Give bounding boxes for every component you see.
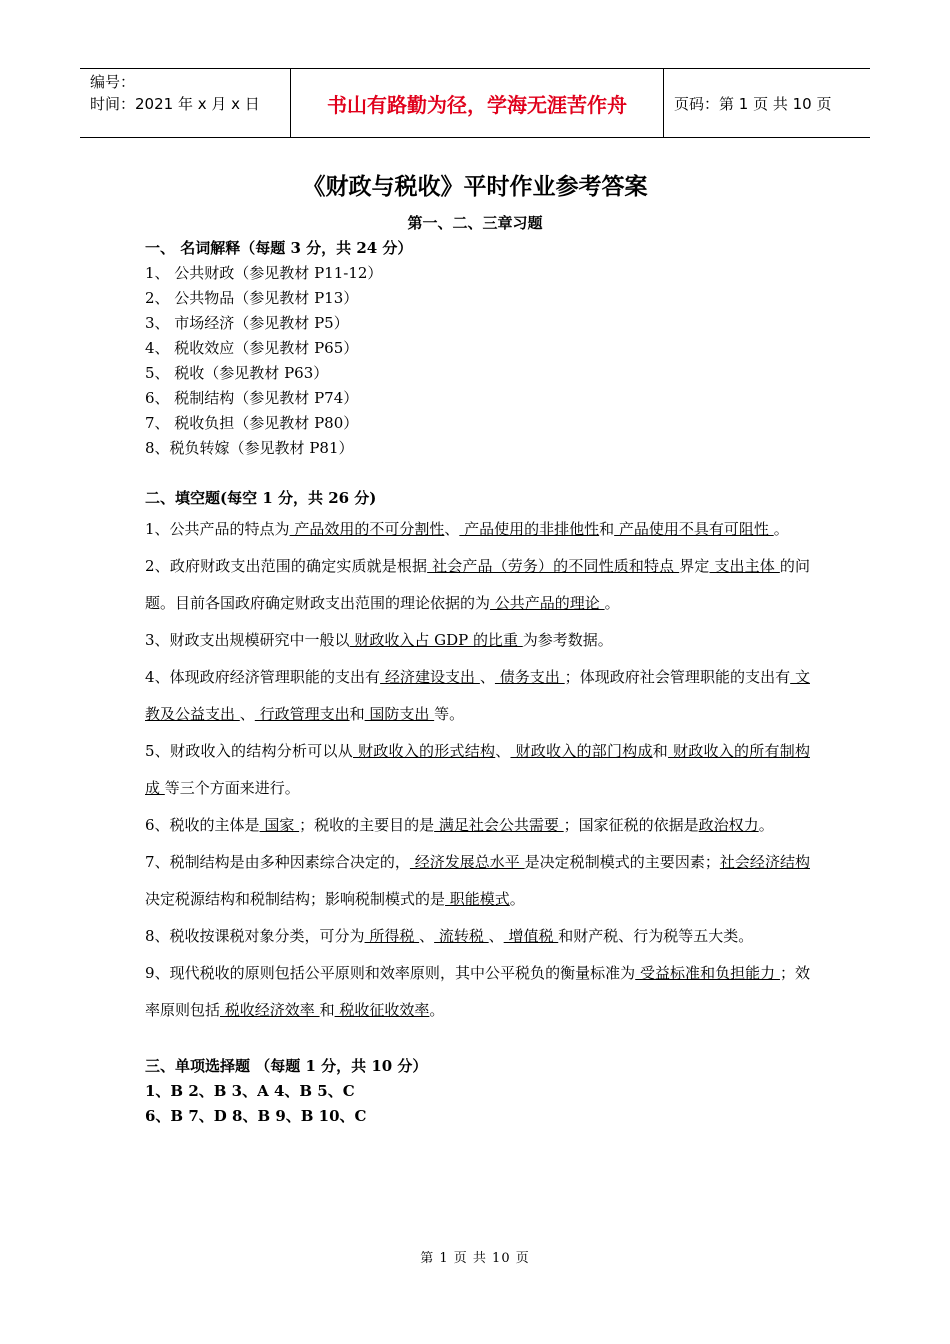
- answer-blank: 产品使用的非排他性: [459, 520, 600, 538]
- fill-question-4: 4、体现政府经济管理职能的支出有 经济建设支出 、 债务支出 ；体现政府社会管理职能的支出有 文教及公益支出 、 行政管理支出和 国防支出 等。: [145, 668, 810, 723]
- answer-blank: 经济发展总水平: [409, 853, 525, 871]
- answer-line: 6、B 7、D 8、B 9、B 10、C: [145, 1107, 367, 1125]
- answer-line: 1、B 2、B 3、A 4、B 5、C: [145, 1082, 355, 1100]
- answer-blank: 经济建设支出: [380, 668, 480, 686]
- header-motto: 书山有路勤为径，学海无涯苦作舟: [290, 69, 664, 137]
- fill-question-7: 7、税制结构是由多种因素综合决定的， 经济发展总水平 是决定税制模式的主要因素；社会经济结构 决定税源结构和税制结构；影响税制模式的是 职能模式。: [145, 853, 810, 908]
- fill-question-1: 1、公共产品的特点为 产品效用的不可分割性、 产品使用的非排他性和 产品使用不具有可阻性 。: [145, 520, 789, 538]
- section3-heading: 三、单项选择题 （每题 1 分，共 10 分）: [145, 1057, 428, 1075]
- page-title: 《财政与税收》平时作业参考答案: [302, 173, 648, 200]
- answer-blank: 政治权力: [698, 816, 759, 834]
- answer-blank: 国防支出: [364, 705, 435, 723]
- answer-blank: 社会产品（劳务）的不同性质和特点: [427, 557, 680, 575]
- term-item: 7、 税收负担（参见教材 P80）: [145, 414, 359, 432]
- answer-blank: 流转税: [434, 927, 489, 945]
- fill-question-2: 2、政府财政支出范围的确定实质就是根据 社会产品（劳务）的不同性质和特点 界定 支出主体 的问题。目前各国政府确定财政支出范围的理论依据的为 公共产品的理论 。: [145, 557, 810, 612]
- header-meta: [80, 69, 290, 137]
- document-body: [145, 236, 810, 1129]
- answer-blank: 财政收入的所有制构成: [145, 742, 810, 797]
- term-item: 4、 税收效应（参见教材 P65）: [145, 339, 359, 357]
- answer-blank: 财政收入占 GDP 的比重: [349, 631, 523, 649]
- term-item: 6、 税制结构（参见教材 P74）: [145, 389, 359, 407]
- term-item: 5、 税收（参见教材 P63）: [145, 364, 329, 382]
- fill-question-8: 8、税收按课税对象分类，可分为 所得税 、 流转税 、 增值税 和财产税、行为税等五大类。: [145, 927, 754, 945]
- header-page-info: 页码：第 1 页 共 10 页: [674, 94, 832, 113]
- answer-blank: 公共产品的理论: [490, 594, 605, 612]
- answer-blank: 增值税: [503, 927, 559, 945]
- answer-blank: 行政管理支出: [254, 705, 350, 723]
- answer-blank: 产品使用不具有可阻性: [614, 520, 774, 538]
- fill-question-6: 6、税收的主体是 国家 ；税收的主要目的是 满足社会公共需要 ；国家征税的依据是政治权力。: [145, 816, 774, 834]
- answer-blank: 国家: [259, 816, 300, 834]
- answer-blank: 所得税: [364, 927, 420, 945]
- section1-heading: 一、 名词解释（每题 3 分，共 24 分）: [145, 239, 413, 257]
- number-label: 编号：: [90, 73, 136, 91]
- answer-blank: 职能模式: [445, 890, 510, 908]
- answer-blank: 税收征收效率: [334, 1001, 430, 1019]
- time-label: 时间：2021 年 x 月 x 日: [90, 95, 260, 113]
- page-footer: 第 1 页 共 10 页: [420, 1251, 530, 1266]
- answer-blank: 产品效用的不可分割性: [289, 520, 445, 538]
- fill-question-5: 5、财政收入的结构分析可以从 财政收入的形式结构、 财政收入的部门构成和 财政收入的所有制构成 等三个方面来进行。: [145, 742, 810, 797]
- answer-blank: 债务支出: [494, 668, 565, 686]
- answer-blank: 财政收入的形式结构: [353, 742, 496, 760]
- term-item: 3、 市场经济（参见教材 P5）: [145, 314, 349, 332]
- term-item: 8、税负转嫁（参见教材 P81）: [145, 439, 354, 457]
- answer-blank: 财政收入的部门构成: [510, 742, 653, 760]
- answer-blank: 满足社会公共需要: [434, 816, 564, 834]
- page-header: [80, 68, 870, 138]
- fill-question-3: 3、财政支出规模研究中一般以 财政收入占 GDP 的比重 为参考数据。: [145, 631, 613, 649]
- answer-blank: 受益标准和负担能力: [635, 964, 780, 982]
- term-item: 1、 公共财政（参见教材 P11-12）: [145, 264, 383, 282]
- answer-blank: 社会经济结构: [719, 853, 810, 871]
- section2-heading: 二、填空题(每空 1 分，共 26 分): [145, 489, 377, 507]
- answer-blank: 文教及公益支出: [145, 668, 810, 723]
- term-item: 2、 公共物品（参见教材 P13）: [145, 289, 359, 307]
- answer-blank: 税收经济效率: [220, 1001, 320, 1019]
- fill-question-9: 9、现代税收的原则包括公平原则和效率原则，其中公平税负的衡量标准为 受益标准和负担能力 ；效率原则包括 税收经济效率 和 税收征收效率。: [145, 964, 810, 1019]
- answer-blank: 支出主体: [709, 557, 780, 575]
- page-subtitle: 第一、二、三章习题: [407, 214, 543, 232]
